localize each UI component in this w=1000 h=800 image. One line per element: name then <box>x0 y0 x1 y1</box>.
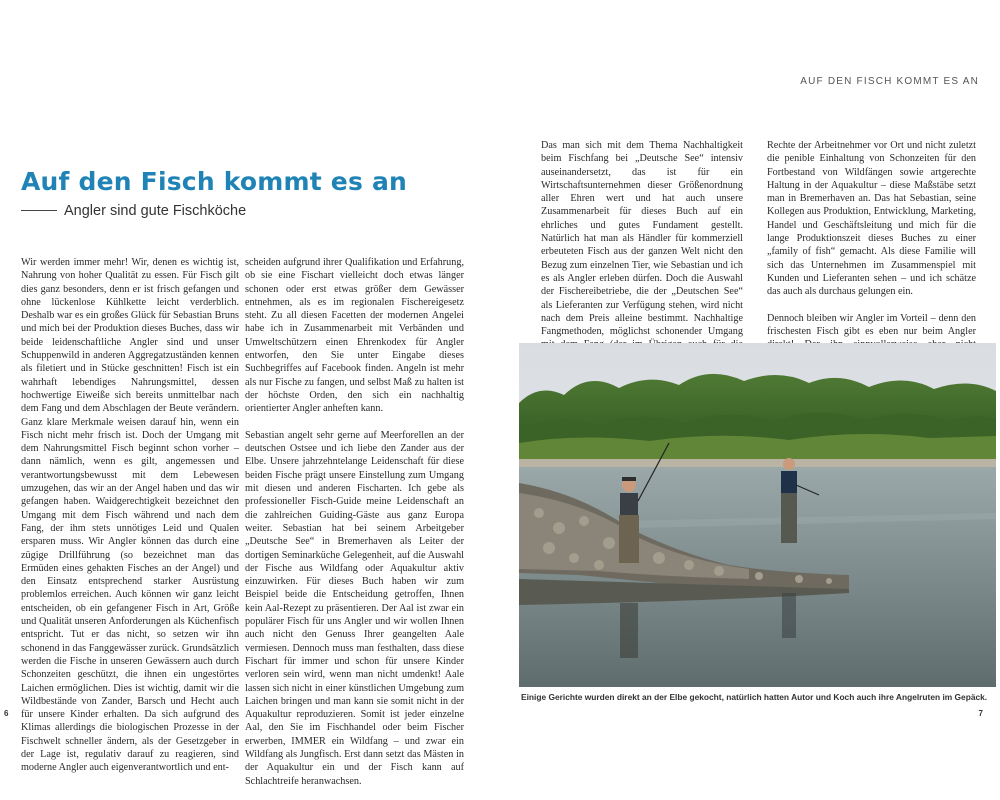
text-column-4 <box>767 139 976 365</box>
page-number-right: 7 <box>978 709 983 718</box>
paragraph: Dennoch bleiben wir Angler im Vorteil – denn den frischesten Fisch gibt es eben nur beim Angler <box>767 312 976 338</box>
subtitle-rule <box>21 210 57 211</box>
paragraph: Sebastian angelt sehr gerne auf Meerforellen an der deutschen Ostsee und ich liebe den Zander aus der Elbe. Unsere jahrzehntelange Leidenschaft für diese beiden Fische prägt unsere Einstellung zum Umgang mit diesen und anderen Fischarten. Ich gebe als professioneller Fisch-Guide meine Leidenschaft an die zahlreichen Guiding-Gäste aus ganz Europa weiter. Sebastian hat bei seinem Arbeitgeber „Deutsche See“ in Bremerhaven als Leiter der dortigen Seminarküche Gelegenheit, auf die Auswahl der Fische aus Wildfang oder Aquakultur aktiv einzuwirken. Für dieses Buch haben wir zum Beispiel beide die Entscheidung getroffen, Ihnen kein Aal-Rezept zu präsentieren. Der Aal ist zwar ein populärer Fisch für uns Angler und wir wollen Ihnen auch nicht den Genuss Ihrer geangelten Aale vermiesen. Dennoch muss man festhalten, dass diese Fischart für immer und schon für unsere Kinder verloren sein wird, wenn man nicht umdenkt! Aale lassen sich nicht in einer künstlichen Umgebung zum Laichen bringen und man kann sie somit nicht in der Aquakultur reproduzieren. Somit ist jeder einzelne Aal, den Sie im Fischhandel oder beim Fischer erwerben, IMMER ein Wildfang – und zwar ein Wildfang als Jungfisch. Erst dann setzt das Mästen in der Aquakultur ein und der Fisch kann auf Schlachtreife heranwachsen. <box>245 429 464 787</box>
paragraph: Wir werden immer mehr! Wir, denen es wichtig ist, Nahrung von hoher Qualität zu essen. Für Fisch gilt dies ganz besonders, denn er ist frisch gefangen und ohne lückenlose Kühlkette leicht verderblich. Deshalb war es ein großes Glück für Sebastian Bruns und mich bei der Produktion dieses Buches, dass wir beide leidenschaftliche Angler sind und unser Schuppenwild in anderen Aggregatzuständen kennen als filetiert und in Stücke geschnitten! Fisch ist ein wahrhaft lebendiges Nahrungsmittel, dessen hochwertige Eiweiße sich bereits unmittelbar nach dem Fang und dem Abschlagen der Beute verändern. Ganz klare Merkmale weisen darauf hin, wenn ein Fisch nicht mehr frisch ist. Doch der Umgang mit dem Nahrungsmittel Fisch beginnt schon vorher – dann nämlich, wenn es gilt, angemessen und verantwortungsbewusst mit dem Lebewesen umzugehen, das wir an der Angel haben und das wir gefangen haben. Waidgerechtigkeit bezeichnet den Umgang mit dem Fisch während und nach dem Fang, der ihm stets unnötiges Leid und Qualen ersparen muss. Wir Angler können das durch eine zügige Drillführung (so bezeichnet man das Ermüden eines gehakten Fisches an der Angel) und den Einsatz entsprechend starker Ausrüstung problemlos erreichen. Auch können wir ganz leicht entscheiden, ob ein gefangener Fisch in Art, Größe und Qualität unseren Anforderungen als Küchenfisch entspricht. Tut er das nicht, so setzen wir ihn schonend in das Fanggewässer zurück. Grundsätzlich werden die Fische in unseren Gewässern auch durch Schonzeiten geschützt, die ihnen ein ungestörtes Laichen ermöglichen. Dies ist wichtig, damit wir die Wildbestände von Zander, Barsch und Hecht auch für unsere Kinder erhalten. Da sich aufgrund des Klimas allerdings die biologischen Prozesse in der Fischwelt schneller ändern, als der Gesetzgeber in der Lage ist, regulativ darauf zu reagieren, sind moderne Angler auch eigenverantwortlich und ent- <box>21 257 239 774</box>
paragraph: Das man sich mit dem Thema Nachhaltigkeit beim Fischfang bei „Deutsche See“ intensiv auseinandersetzt, das ist für ein Wirtschaftsunternehmen dieser Größenordnung aller Ehren wert und hat auch unsere Zusammenarbeit für dieses Buch auf ein ehrliches und gutes Fundament gestellt. Natürlich hat man als Händler für kommerziell erbeuteten Fisch aus der ganzen Welt nicht den Bezug zum einzelnen Tier, wie Sebastian und ich es als Angler erleben dürfen. Doch die Auswahl der Fischereibetriebe, die der „Deutschen See“ als Lieferanten zur Verfügung stehen, wird nicht nach dem Preis alleine bestimmt. Nachhaltige Fangmethoden, möglichst schonender Umgang <box>541 140 743 338</box>
article-subtitle <box>21 203 246 219</box>
article-title: Auf den Fisch kommt es an <box>21 167 408 196</box>
text-column-1 <box>21 256 239 775</box>
photo-illustration <box>519 343 996 687</box>
running-head: AUF DEN FISCH KOMMT ES AN <box>800 76 979 87</box>
paragraph: Rechte der Arbeitnehmer vor Ort und nicht zuletzt die penible Einhaltung von Schonzeiten für den Fortbestand von Wildfängen sowie artgerechte Haltung in der Aquakultur – diese Maßstäbe setzt man in Bremerhaven an. Das hat Sebastian, seine Kollegen aus Produktion, Entwicklung, Marketing, Handel und Geschäftsleitung und mich für die lange Produktionszeit dieses Buches zu einer „family of fish“ gemacht. Als diese Familie will sich das Unternehmen im Zusammenspiel mit Kunden und Lieferanten sehen – und ich schätze das auch als durchaus gelungen ein. <box>767 140 976 298</box>
text-column-2 <box>245 256 464 788</box>
subtitle-text: Angler sind gute Fischköche <box>64 203 247 219</box>
photo-caption: Einige Gerichte wurden direkt an der Elbe gekocht, natürlich hatten Autor und Koch auch ihre Angelruten im Gepäck. <box>521 692 988 702</box>
paragraph: scheiden aufgrund ihrer Qualifikation und Erfahrung, ob sie eine Fischart vielleicht doch etwas länger schonen oder erst etwas größer dem Gewässer entnehmen, als es im regionalen Fischereigesetz steht. Zu all diesen Facetten der modernen Angelei habe ich in Zusammenarbeit mit Verbänden und Umweltschützern einen Ehrenkodex für Angler entworfen, den Sie unter Eingabe dieses Suchbegriffes auf Facebook finden. Angeln ist mehr als nur Fische zu fangen, und selbst Maß zu halten ist der höchste Orden, den sich ein nachhaltig orientierter Angler anheften kann. <box>245 257 464 415</box>
page-number-left: 6 <box>4 709 9 718</box>
text-column-3 <box>541 139 743 365</box>
river-anglers-photo <box>519 343 996 687</box>
